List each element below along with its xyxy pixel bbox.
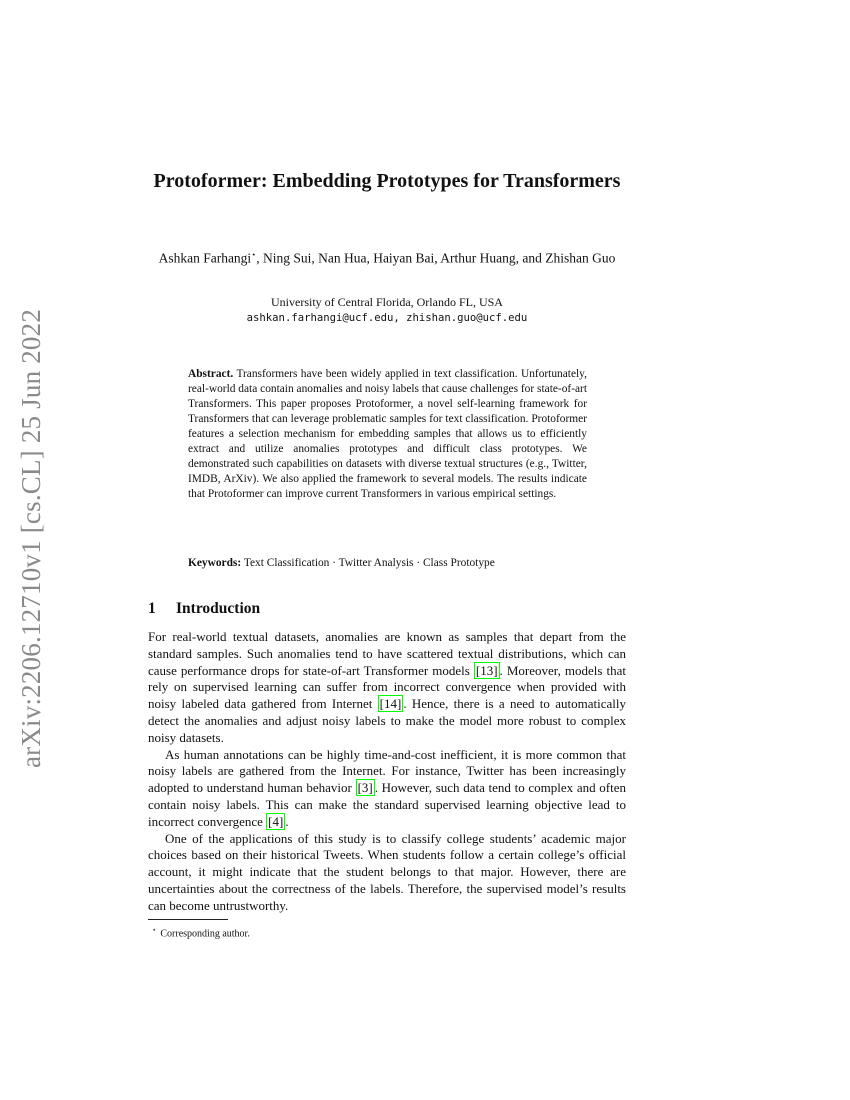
section-number: 1 <box>148 600 156 617</box>
author-emails: ashkan.farhangi@ucf.edu, zhishan.guo@ucf.edu <box>246 312 528 324</box>
corresponding-author-mark: ⋆ <box>251 250 257 259</box>
paragraph-1 <box>148 629 626 747</box>
paragraph-3: One of the applications of this study is to classify college students’ academic major choices based on their historical Tweets. When students follow a certain college’s official account, it might indicate that the student belongs to that major. However, there are uncertainties about the correctness of the labels. Therefore, the supervised model’s results can become untrustworthy. <box>148 830 626 913</box>
citation-link[interactable]: [4] <box>268 813 284 829</box>
abstract <box>188 367 587 502</box>
author-first: Ashkan Farhangi <box>158 250 252 266</box>
abstract-label: Abstract. <box>188 368 234 380</box>
citation-link[interactable]: [14] <box>379 696 402 712</box>
keywords-label: Keywords: <box>188 557 242 569</box>
footnote-text: Corresponding author. <box>160 928 250 940</box>
footnote-mark: ⋆ <box>152 926 157 934</box>
affiliation: University of Central Florida, Orlando FL, USA <box>271 295 503 309</box>
paragraph-2 <box>148 747 626 831</box>
paragraph-text: . Hence, there is a need to automatically detect the anomalies and adjust noisy labels to make the model more robust to complex noisy datasets. <box>148 696 626 745</box>
paragraph-text: . <box>285 813 289 829</box>
paper-title: Protoformer: Embedding Prototypes for Transformers <box>153 170 621 192</box>
keywords <box>188 556 608 571</box>
section-heading-introduction <box>148 600 260 618</box>
paragraph-text: . Moreover, models that rely on supervised learning can suffer from incorrect convergence when provided with noisy labeled data gathered from Internet <box>148 662 626 712</box>
paragraph-text: As human annotations can be highly time-and-cost inefficient, it is more common that noisy labels are gathered from the Internet. For instance, Twitter has been increasingly adopted to understand human behavior <box>148 746 626 796</box>
arxiv-id-text: arXiv:2206.12710v1 [cs.CL] 25 Jun 2022 <box>16 308 47 768</box>
keywords-text: Text Classification · Twitter Analysis · Class Prototype <box>243 557 495 569</box>
footnote-divider <box>148 919 228 920</box>
section-title: Introduction <box>176 600 261 617</box>
author-rest: , Ning Sui, Nan Hua, Haiyan Bai, Arthur Huang, and Zhishan Guo <box>256 250 616 266</box>
citation-link[interactable]: [13] <box>475 662 498 678</box>
introduction-body <box>148 629 626 915</box>
affiliation-block <box>148 294 626 326</box>
paragraph-text: . However, such data tend to complex and often contain noisy labels. This can make the standard supervised learning objective lead to incorrect convergence <box>148 780 626 829</box>
abstract-text: Transformers have been widely applied in text classification. Unfortunately, real-world data contain anomalies and noisy labels that cause challenges for state-of-art Transformers. This paper proposes Protoformer, a novel self-learning framework for Transformers that can leverage problematic samples for text classification. Protoformer features a selection mechanism for embedding samples that allows us to efficiently extract and utilize anomalies prototypes and difficult class prototypes. We demonstrated such capabilities on datasets with diverse textual structures (e.g., Twitter, IMDB, ArXiv). We also applied the framework to several models. The results indicate that Protoformer can improve current Transformers in various empirical settings. <box>188 368 587 500</box>
citation-link[interactable]: [3] <box>357 780 373 796</box>
paragraph-text: For real-world textual datasets, anomalies are known as samples that depart from the standard samples. Such anomalies tend to have scattered textual distributions, which can cause performance drops for state-of-art Transformer models <box>148 629 626 678</box>
footnote <box>148 924 626 940</box>
arxiv-identifier-stamp <box>12 298 52 778</box>
author-list <box>148 246 626 267</box>
